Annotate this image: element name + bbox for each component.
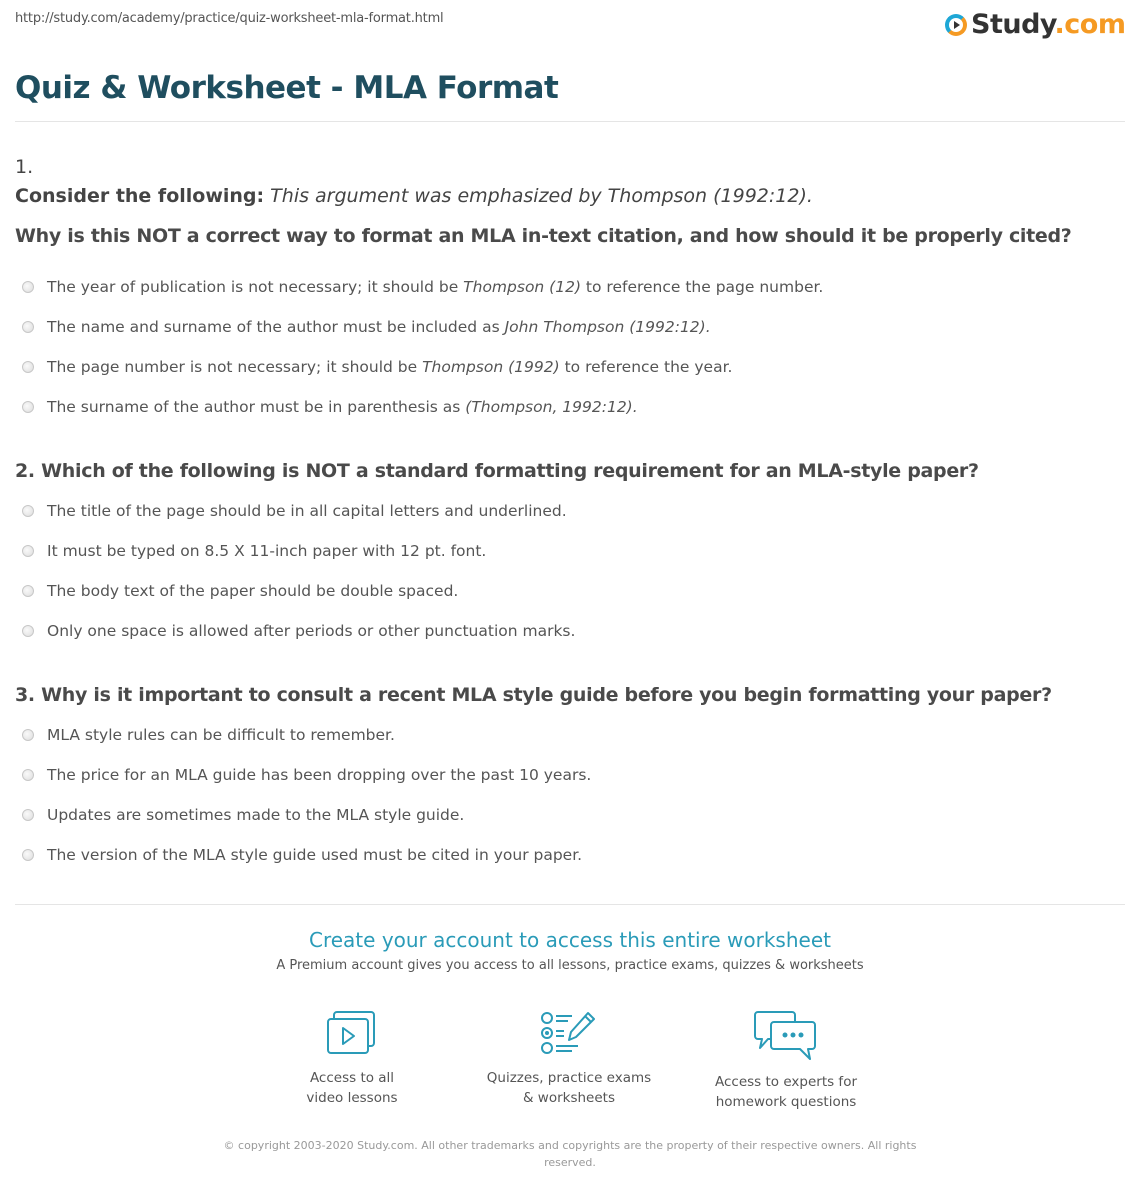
- study-logo[interactable]: [945, 9, 1125, 40]
- cta-divider: [15, 904, 1125, 905]
- question-1-number: 1.: [15, 156, 34, 178]
- option-label: It must be typed on 8.5 X 11-inch paper with 12 pt. font.: [47, 542, 487, 560]
- option-label: The price for an MLA guide has been dropping over the past 10 years.: [47, 766, 592, 784]
- radio-button[interactable]: [22, 585, 34, 597]
- question-3-option-1[interactable]: [22, 726, 395, 744]
- cta-subtitle: A Premium account gives you access to all lessons, practice exams, quizzes & worksheets: [276, 958, 864, 973]
- radio-button[interactable]: [22, 361, 34, 373]
- option-label: The surname of the author must be in parenthesis as (Thompson, 1992:12).: [47, 398, 638, 416]
- question-1-option-3[interactable]: [22, 358, 732, 376]
- copyright-footer: © copyright 2003-2020 Study.com. All other trademarks and copyrights are the property of their respective owners. All rights reserved.: [223, 1139, 917, 1169]
- radio-button[interactable]: [22, 729, 34, 741]
- question-2-option-1[interactable]: [22, 502, 567, 520]
- radio-button[interactable]: [22, 849, 34, 861]
- question-1-text: Why is this NOT a correct way to format an MLA in-text citation, and how should it be properly cited?: [15, 225, 1072, 247]
- question-2-option-2[interactable]: [22, 542, 486, 560]
- question-1-option-1[interactable]: [22, 278, 823, 296]
- radio-button[interactable]: [22, 545, 34, 557]
- option-label: The name and surname of the author must be included as John Thompson (1992:12).: [47, 318, 711, 336]
- question-3-option-4[interactable]: [22, 846, 582, 864]
- option-label: The title of the page should be in all capital letters and underlined.: [47, 502, 567, 520]
- chat-bubbles-icon: [754, 1010, 818, 1060]
- option-label: The year of publication is not necessary; it should be Thompson (12) to reference the page number.: [47, 278, 824, 296]
- play-circle-icon: [945, 14, 967, 36]
- create-account-link[interactable]: Create your account to access this entire worksheet: [309, 928, 831, 952]
- feature-video-lessons: Access to all video lessons: [252, 1010, 452, 1108]
- question-1-option-4[interactable]: [22, 398, 638, 416]
- question-2-option-4[interactable]: [22, 622, 575, 640]
- question-1-prompt: Consider the following: This argument was emphasized by Thompson (1992:12).: [15, 185, 813, 207]
- feature-experts: Access to experts for homework questions: [686, 1010, 886, 1112]
- radio-button[interactable]: [22, 401, 34, 413]
- radio-button[interactable]: [22, 809, 34, 821]
- title-divider: [15, 121, 1125, 122]
- option-label: Updates are sometimes made to the MLA style guide.: [47, 806, 465, 824]
- option-label: The body text of the paper should be double spaced.: [47, 582, 459, 600]
- question-3-option-3[interactable]: [22, 806, 464, 824]
- feature-quizzes: Quizzes, practice exams & worksheets: [469, 1010, 669, 1108]
- question-2-option-3[interactable]: [22, 582, 458, 600]
- logo-text: Study.com: [971, 9, 1126, 40]
- question-3-text: 3. Why is it important to consult a recent MLA style guide before you begin formatting your paper?: [15, 684, 1052, 706]
- quiz-checklist-pencil-icon: [540, 1010, 598, 1056]
- radio-button[interactable]: [22, 769, 34, 781]
- radio-button[interactable]: [22, 505, 34, 517]
- radio-button[interactable]: [22, 281, 34, 293]
- question-2-text: 2. Which of the following is NOT a standard formatting requirement for an MLA-style paper?: [15, 460, 979, 482]
- option-label: The version of the MLA style guide used must be cited in your paper.: [47, 846, 583, 864]
- radio-button[interactable]: [22, 321, 34, 333]
- option-label: The page number is not necessary; it should be Thompson (1992) to reference the year.: [47, 358, 733, 376]
- option-label: Only one space is allowed after periods or other punctuation marks.: [47, 622, 576, 640]
- option-label: MLA style rules can be difficult to remember.: [47, 726, 395, 744]
- page-url: http://study.com/academy/practice/quiz-worksheet-mla-format.html: [15, 11, 444, 26]
- question-1-option-2[interactable]: [22, 318, 711, 336]
- radio-button[interactable]: [22, 625, 34, 637]
- page-title: Quiz & Worksheet - MLA Format: [15, 70, 559, 106]
- video-lessons-icon: [325, 1010, 379, 1056]
- question-3-option-2[interactable]: [22, 766, 591, 784]
